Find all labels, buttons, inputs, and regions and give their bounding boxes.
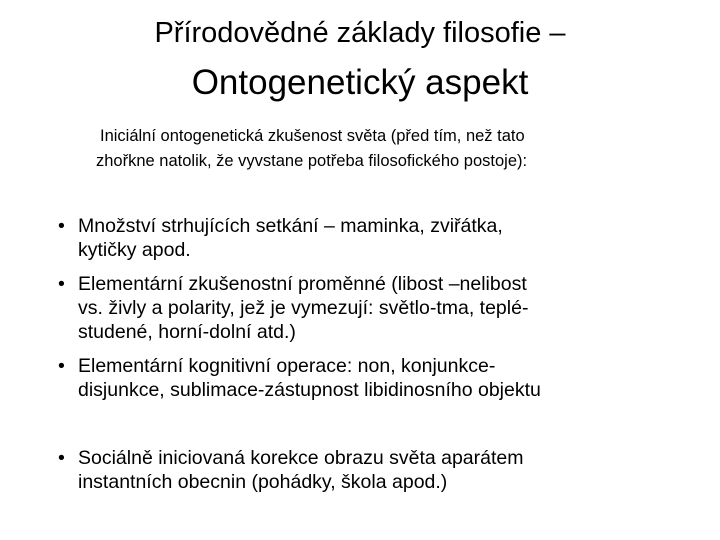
slide-title-line-1: Přírodovědné základy filosofie – [154,17,566,49]
bullet-marker: • [58,215,65,237]
intro-line: Iniciální ontogenetická zkušenost světa (před tím, než tato [100,127,525,145]
bullet-line: Množství strhujících setkání – maminka, zviřátka, [78,215,503,237]
bullet-marker: • [58,273,65,295]
intro-line: zhořkne natolik, že vyvstane potřeba filosofického postoje): [96,152,528,170]
bullet-marker: • [58,447,65,469]
bullet-line: disjunkce, sublimace-zástupnost libidinosního objektu [78,379,541,401]
bullet-line: Sociálně iniciovaná korekce obrazu světa aparátem [78,447,524,469]
bullet-line: kytičky apod. [78,239,191,261]
bullet-text [78,354,698,402]
bullet-line: studené, horní-dolní atd.) [78,321,296,343]
bullet-text [78,214,698,262]
bullet-text [78,446,698,494]
bullet-line: Elementární zkušenostní proměnné (libost –nelibost [78,273,527,295]
bullet-line: Elementární kognitivní operace: non, konjunkce- [78,355,496,377]
bullet-text [78,272,698,344]
bullet-line: instantních obecnin (pohádky, škola apod.) [78,471,448,493]
bullet-marker: • [58,355,65,377]
bullet-line: vs. živly a polarity, jež je vymezují: světlo-tma, teplé- [78,297,529,319]
intro-text [96,124,696,174]
slide-title-line-2: Ontogenetický aspekt [191,63,529,102]
